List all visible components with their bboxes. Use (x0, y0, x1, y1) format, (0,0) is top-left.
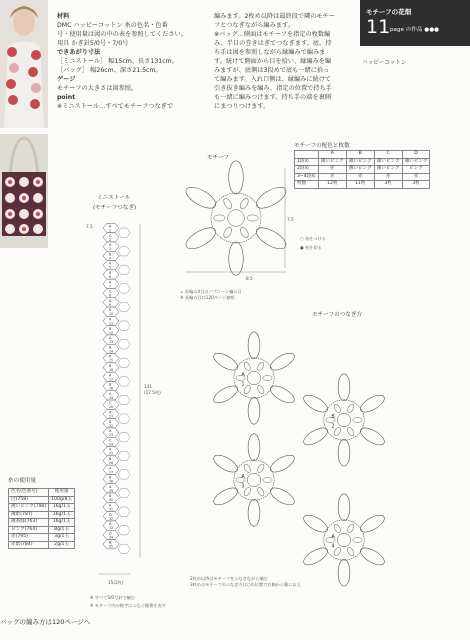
stole-cell-letter: A (109, 410, 112, 415)
table-cell: 100g/8玉 (49, 496, 75, 504)
stole-cell-number: 30 (109, 498, 114, 503)
instruction-line: みますが、底側は3段めで底も一緒に拾っ (214, 67, 330, 74)
materials-line: 号・使用量は図の中の表を参照してください。 (57, 31, 187, 38)
stole-cell-letter: B (109, 364, 112, 368)
stole-cell-number: 7 (109, 284, 112, 289)
stole-cell-letter: A (109, 336, 112, 341)
page-number: 11 (366, 16, 391, 38)
motif-petal (301, 545, 330, 569)
motif-petal (229, 242, 244, 275)
motif-petal (358, 425, 387, 449)
footer-text: バッグの編み方は120ページへ (0, 618, 91, 626)
legend-item: ○ 糸をつける (300, 236, 326, 241)
stole-cell-number: 13 (109, 340, 114, 345)
table-cell: 白(758) (9, 496, 49, 504)
stole-cell-number: 23 (109, 433, 114, 438)
stole-cell-number: 9 (109, 302, 112, 307)
stole-cell-number: 26 (109, 461, 114, 465)
popcorn-stitch (256, 463, 265, 474)
table-cell: 使用量 (49, 489, 75, 497)
materials-line: 用具 かぎ針5/0号・7/0号 (57, 40, 129, 47)
stole-subtitle: (モチーフつなぎ) (93, 205, 137, 211)
stole-hexagon-side (118, 433, 130, 442)
motif-note: = 長編み4目のパプコーン編み目 ※ 長編み目は120ページ参照 (180, 289, 242, 300)
motif-petal (338, 494, 350, 521)
motif-letter: B (331, 413, 335, 420)
stole-cell-number: 4 (109, 256, 112, 261)
stole-cell-letter: B (109, 252, 112, 257)
table-cell: 3~4段め (295, 173, 319, 181)
table-cell: 16g/1玉 (49, 504, 75, 512)
table-cell: 赤紫(784) (9, 541, 49, 549)
stole-cell-number: 28 (109, 479, 114, 484)
stole-cell-number: 8 (109, 293, 112, 298)
table-cell: D (402, 151, 430, 159)
stole-cell-letter: A (109, 466, 112, 471)
stole-cell-number: 17 (109, 377, 114, 382)
materials-line: point (57, 94, 76, 101)
stole-cell-letter: A (109, 317, 112, 322)
motif-petal (211, 485, 240, 509)
table-cell: B (346, 151, 374, 159)
stole-hexagon-side (118, 414, 130, 423)
motif-center (337, 413, 350, 426)
motif-petal (248, 434, 260, 461)
motif-petal (268, 383, 297, 407)
table-cell: 色名(色番号) (9, 489, 49, 497)
instruction-line: す。続けて側面から目を拾い、縁編みを編 (214, 58, 332, 65)
stole-cell-number: 24 (109, 442, 114, 447)
popcorn-stitch (247, 215, 258, 221)
stole-cell-number: 1 (109, 228, 112, 233)
popcorn-stitch (353, 417, 362, 422)
table-cell: 薄茶緑(763) (9, 519, 49, 527)
motif-petal (358, 545, 387, 569)
table-cell: 3枚 (402, 181, 430, 189)
materials-line: 材料 (57, 13, 70, 20)
motif-petal (301, 425, 330, 449)
instruction-line: ち手は図を参照しながら縁編みで編みま (214, 49, 326, 56)
stole-cell-letter: A (109, 484, 112, 489)
motif-petal (211, 383, 240, 407)
stole-title: ミニストール (97, 195, 131, 201)
stole-cell-number: 12 (109, 330, 114, 335)
stole-cell-letter: A (109, 503, 112, 508)
popcorn-stitch (239, 226, 250, 239)
materials-line: ゲージ (57, 76, 76, 83)
materials-line: モチーフの大きさは図参照。 (57, 85, 138, 92)
popcorn-stitch (222, 226, 233, 239)
table-cell: 薄いピンク (374, 166, 402, 174)
stole-hexagon-side (118, 284, 130, 293)
stole-hexagon-side (118, 265, 130, 274)
motif-petal (248, 397, 260, 424)
stole-hexagon-side (118, 358, 130, 367)
stole-cell-number: 20 (109, 405, 114, 410)
motif-title: モチーフ (207, 155, 230, 161)
motif-ring (234, 460, 274, 500)
table-cell: 薄いピンク (374, 158, 402, 166)
stole-hexagon-side (118, 340, 130, 349)
motif-petal (358, 392, 387, 416)
popcorn-stitch (263, 375, 272, 380)
table-cell: 8g/1玉 (49, 526, 75, 534)
table-cell: 薄いピンク (346, 158, 374, 166)
instruction-line: 編みます。2枚め以降は最終段で隣のモチー (214, 13, 336, 20)
table-cell: ピンク (402, 166, 430, 174)
table-cell: ピンク(764) (9, 526, 49, 534)
table-cell: 赤 (318, 166, 346, 174)
motif-petal (183, 183, 219, 212)
materials-line: ※ミニストール…すべてモチーフつなぎで (57, 103, 174, 110)
stole-cell-number: 15 (109, 358, 114, 363)
table-cell: 薄いピンク (402, 158, 430, 166)
popcorn-stitch (222, 197, 233, 210)
table-cell: 薄紫(787) (9, 511, 49, 519)
stole-cell-number: 34 (109, 535, 114, 540)
motif-center (247, 371, 260, 384)
stole-cell-letter: B (109, 326, 112, 331)
stole-cell-number: 29 (109, 488, 114, 493)
stole-cell-letter: B (109, 457, 112, 461)
stole-cell-letter: B (109, 382, 112, 387)
table-cell: 2g/1玉 (49, 541, 75, 549)
stole-hexagon-side (118, 544, 130, 553)
table-cell: 赤 (346, 173, 374, 181)
motif-number: 3 (241, 483, 245, 490)
stole-cell-number: 11 (109, 321, 114, 326)
stole-cell-letter: B (109, 345, 112, 350)
stole-cell-letter: B (109, 271, 112, 275)
table-cell: 2段め (295, 166, 319, 174)
stole-hexagon-side (118, 377, 130, 386)
motif-letter: A (241, 371, 245, 378)
stole-cell-number: 16 (109, 368, 114, 372)
motif-center (228, 210, 245, 227)
stole-cell-letter: A (109, 391, 112, 396)
motif-petal (211, 350, 240, 374)
table-cell: 12枚 (318, 181, 346, 189)
stole-cell-letter: D (109, 512, 112, 517)
motif-petal (338, 439, 350, 466)
stole-cell-letter: A (109, 243, 112, 248)
stole-hexagon-side (118, 302, 130, 311)
motif-letter: A (241, 473, 245, 480)
popcorn-stitch (256, 361, 265, 372)
popcorn-stitch (239, 197, 250, 210)
motif-petal (229, 161, 244, 194)
stole-hexagon-side (118, 321, 130, 330)
instruction-line: ※バッグ…側面はモチーフを指定の枚数編 (214, 31, 331, 38)
motif-petal (248, 499, 260, 526)
instruction-line: 引き抜き編みを編み、指定の位置で持ち手 (214, 85, 332, 92)
popcorn-stitch (333, 523, 342, 534)
motif-petal (338, 374, 350, 401)
stole-cell-letter: D (109, 531, 112, 536)
popcorn-stitch (333, 403, 342, 414)
stole-hexagon-side (118, 228, 130, 237)
popcorn-stitch (214, 215, 225, 221)
popcorn-stitch (263, 477, 272, 482)
legend-item: ● 糸を切る (300, 245, 322, 250)
stole-cell-letter: B (109, 419, 112, 424)
materials-line: ［ミニストール］ 幅15cm、長さ131cm。 (57, 58, 178, 65)
stole-cell-letter: A (109, 522, 112, 527)
table-cell: 3g/1玉 (49, 534, 75, 542)
popcorn-stitch (256, 486, 265, 497)
table-cell: 枚数 (295, 181, 319, 189)
page-label: page の作品 ●●● (390, 27, 439, 33)
popcorn-stitch (346, 523, 355, 534)
motif-ring (211, 193, 261, 243)
popcorn-stitch (353, 537, 362, 542)
stole-hexagon-side (118, 395, 130, 404)
stole-cell-number: 19 (109, 395, 114, 400)
stole-cell-letter: A (109, 298, 112, 303)
stole-cell-number: 31 (109, 507, 114, 512)
instruction-line: も一緒に編みつけます。持ち手の端を裏側 (214, 94, 331, 101)
stole-hexagon-side (118, 470, 130, 479)
join-note: 2枚め以降はモチーフをつなぎながら編む 3枚めのモチーフのつなぎ方は○の位置で右側から順にお上 (190, 576, 301, 587)
materials-line: DMC ハッピーコットン 糸の色名・色番 (57, 22, 168, 29)
stole-cell-letter: A (109, 261, 112, 266)
table-cell: 11枚 (346, 181, 374, 189)
table-cell: A (318, 151, 346, 159)
instruction-line: フとつなぎながら編みます。 (214, 22, 294, 29)
popcorn-stitch (243, 361, 252, 372)
stole-cell-letter: B (109, 308, 112, 313)
motif-petal (338, 559, 350, 586)
table-cell: C (374, 151, 402, 159)
stole-cell-letter: A (109, 354, 112, 359)
motif-petal (253, 224, 289, 253)
table-cell: 薄いピンク(790) (9, 504, 49, 512)
table-cell: 赤 (402, 173, 430, 181)
color-table-title: モチーフの配色と枚数 (294, 143, 350, 149)
stole-cell-letter: B (109, 475, 112, 480)
legend (300, 234, 326, 252)
table-cell: 赤 (318, 173, 346, 181)
popcorn-stitch (346, 403, 355, 414)
motif-petal (358, 512, 387, 536)
join-title: モチーフのつなぎ方 (312, 312, 363, 318)
stole-cell-number: 6 (109, 275, 112, 279)
stole-hexagon-side (118, 488, 130, 497)
instruction-line: み、半目の巻きはぎでつなぎます。底、持 (214, 40, 332, 47)
yarn-table-title: 糸の使用量 (8, 478, 36, 484)
motif-petal (268, 452, 297, 476)
motif-petal (301, 512, 330, 536)
popcorn-stitch (243, 463, 252, 474)
motif-petal (268, 485, 297, 509)
stole-cell-letter: A (109, 447, 112, 452)
stole-cell-letter: B (109, 540, 112, 545)
materials-line: できあがり寸法 (57, 49, 101, 56)
motif-number: 1 (241, 381, 245, 388)
stole-cell-letter: C (109, 438, 112, 443)
stole-cell-letter: B (109, 494, 112, 499)
stole-cell-letter: C (109, 233, 112, 238)
stole-cell-number: 33 (109, 526, 114, 531)
popcorn-stitch (346, 546, 355, 557)
motif-height: 7.5 (287, 217, 294, 222)
yarn-name: ハッピーコットン (362, 60, 407, 66)
motif-petal (248, 332, 260, 359)
popcorn-stitch (256, 384, 265, 395)
motif-ring (324, 400, 364, 440)
bottom-note: ※ すべて5/0号針で編む ※ モチーフ内の数字はつなぐ順番を表す (90, 595, 166, 608)
motif-petal (268, 350, 297, 374)
stole-hexagon-side (118, 526, 130, 535)
motif-petal (183, 224, 219, 253)
stole-cell-number: 27 (109, 470, 114, 475)
stole-cell-number: 32 (109, 516, 114, 521)
popcorn-stitch (346, 426, 355, 437)
stole-cell-letter: C (109, 289, 112, 294)
table-cell: 赤 (374, 173, 402, 181)
stole-cell-letter: A (109, 280, 112, 285)
motif-width: 8.5 (246, 276, 253, 281)
instruction-line: にまつりつけます。 (214, 103, 270, 110)
stole-cell-number: 2 (109, 237, 112, 242)
table-cell: 薄いピンク (346, 166, 374, 174)
motif-ring (234, 358, 274, 398)
stole-dim-left: 7.5 (86, 224, 93, 229)
table-cell: 3枚 (374, 181, 402, 189)
materials-line: ［バッグ］ 幅26cm、深さ21.5cm。 (57, 67, 162, 74)
stole-length: 131 (17.5枚) (144, 384, 161, 395)
series-title: モチーフの花畑 (366, 8, 412, 16)
stole-cell-number: 5 (109, 265, 112, 270)
motif-petal (211, 452, 240, 476)
table-cell: 赤(795) (9, 534, 49, 542)
stole-cell-letter: A (109, 429, 112, 434)
stole-cell-number: 3 (109, 247, 112, 252)
motif-ring (324, 520, 364, 560)
stole-hexagon-side (118, 507, 130, 516)
stole-cell-number: 22 (109, 423, 114, 428)
stole-width: 15(2枚) (108, 580, 124, 585)
table-cell: 1段め (295, 158, 319, 166)
table-cell: 薄いピンク (318, 158, 346, 166)
stole-cell-number: 25 (109, 451, 114, 456)
motif-number: 4 (331, 543, 335, 550)
motif-center (247, 473, 260, 486)
stole-cell-number: 10 (109, 312, 114, 317)
table-cell: 16g/1玉 (49, 511, 75, 519)
instruction-line: て編みます。入れ口側は、縁編みに続けて (214, 76, 332, 83)
stole-cell-letter: A (109, 224, 112, 229)
motif-center (337, 533, 350, 546)
motif-number: 2 (331, 423, 335, 430)
stole-hexagon-side (118, 451, 130, 460)
stole-cell-number: 18 (109, 386, 114, 391)
stole-hexagon-side (118, 247, 130, 256)
stole-cell-letter: C (109, 401, 112, 406)
stole-cell-letter: A (109, 373, 112, 378)
motif-letter: A (331, 533, 335, 540)
motif-petal (253, 183, 289, 212)
stole-cell-number: 21 (109, 414, 114, 419)
motif-petal (301, 392, 330, 416)
table-cell: 16g/1玉 (49, 519, 75, 527)
stole-cell-number: 14 (109, 349, 114, 354)
stole-cell-number: 35 (109, 544, 114, 549)
